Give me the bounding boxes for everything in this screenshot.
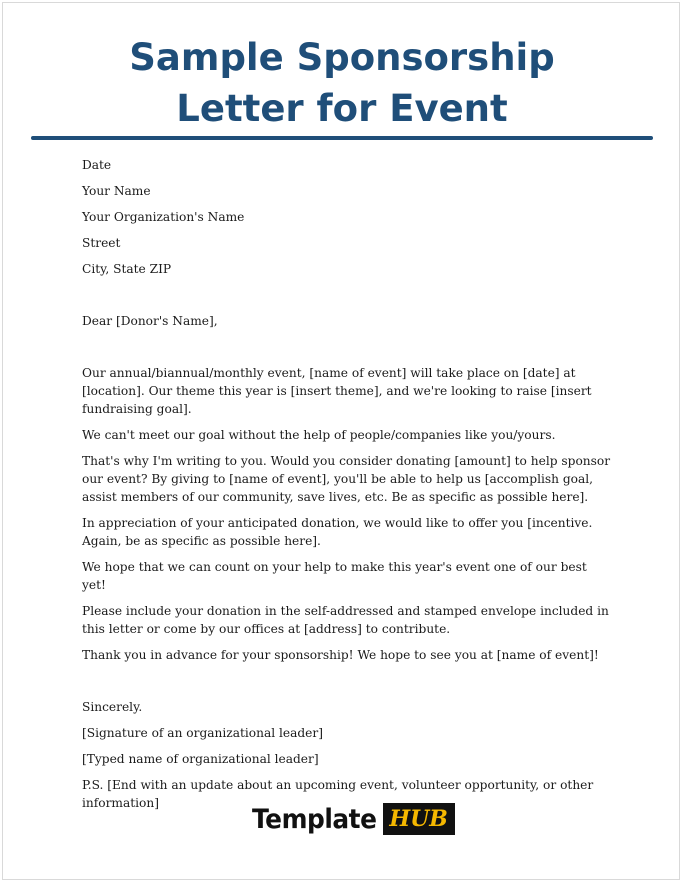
spacer: [82, 338, 612, 364]
closing-postscript: P.S. [End with an update about an upcoming event, volunteer opportunity, or other information]: [82, 778, 594, 810]
letter-body: [82, 156, 612, 820]
paragraph-hope: We hope that we can count on your help to make this year's event one of our best yet!: [82, 560, 587, 592]
logo-template-text: Template: [252, 803, 377, 835]
paragraph-donation-instructions: Please include your donation in the self-addressed and stamped envelope included in this letter or come by our offices at [address] to contribute.: [82, 604, 609, 636]
paragraph-donation-request: That's why I'm writing to you. Would you consider donating [amount] to help sponsor our event? By giving to [name of event], you'll be able to help us [accomplish goal, assist members of our community, save lives, etc. Be as specific as possible here].: [82, 454, 611, 504]
salutation: Dear [Donor's Name],: [82, 314, 218, 328]
header-organization: Your Organization's Name: [82, 210, 245, 224]
title-divider: [31, 136, 653, 140]
title-line-2: Letter for Event: [176, 87, 508, 130]
closing-signature: [Signature of an organizational leader]: [82, 726, 323, 740]
paragraph-goal-help: We can't meet our goal without the help of people/companies like you/yours.: [82, 428, 556, 442]
paragraph-incentive: In appreciation of your anticipated donation, we would like to offer you [incentive. Again, be as specific as possible here].: [82, 516, 593, 548]
header-street: Street: [82, 236, 121, 250]
header-your-name: Your Name: [82, 184, 151, 198]
title-line-1: Sample Sponsorship: [129, 36, 555, 79]
templatehub-logo: [252, 801, 455, 837]
logo-hub-badge: HUB: [383, 803, 455, 835]
header-date: Date: [82, 158, 112, 172]
paragraph-event-intro: Our annual/biannual/monthly event, [name of event] will take place on [date] at [location]. Our theme this year is [insert theme], and we're looking to raise [insert fundraising goal].: [82, 366, 592, 416]
paragraph-thanks: Thank you in advance for your sponsorship! We hope to see you at [name of event]!: [82, 648, 599, 662]
spacer: [82, 672, 612, 698]
spacer: [82, 286, 612, 312]
header-city-state-zip: City, State ZIP: [82, 262, 172, 276]
page-title: [0, 32, 684, 134]
closing-typed-name: [Typed name of organizational leader]: [82, 752, 319, 766]
closing-sincerely: Sincerely.: [82, 700, 143, 714]
